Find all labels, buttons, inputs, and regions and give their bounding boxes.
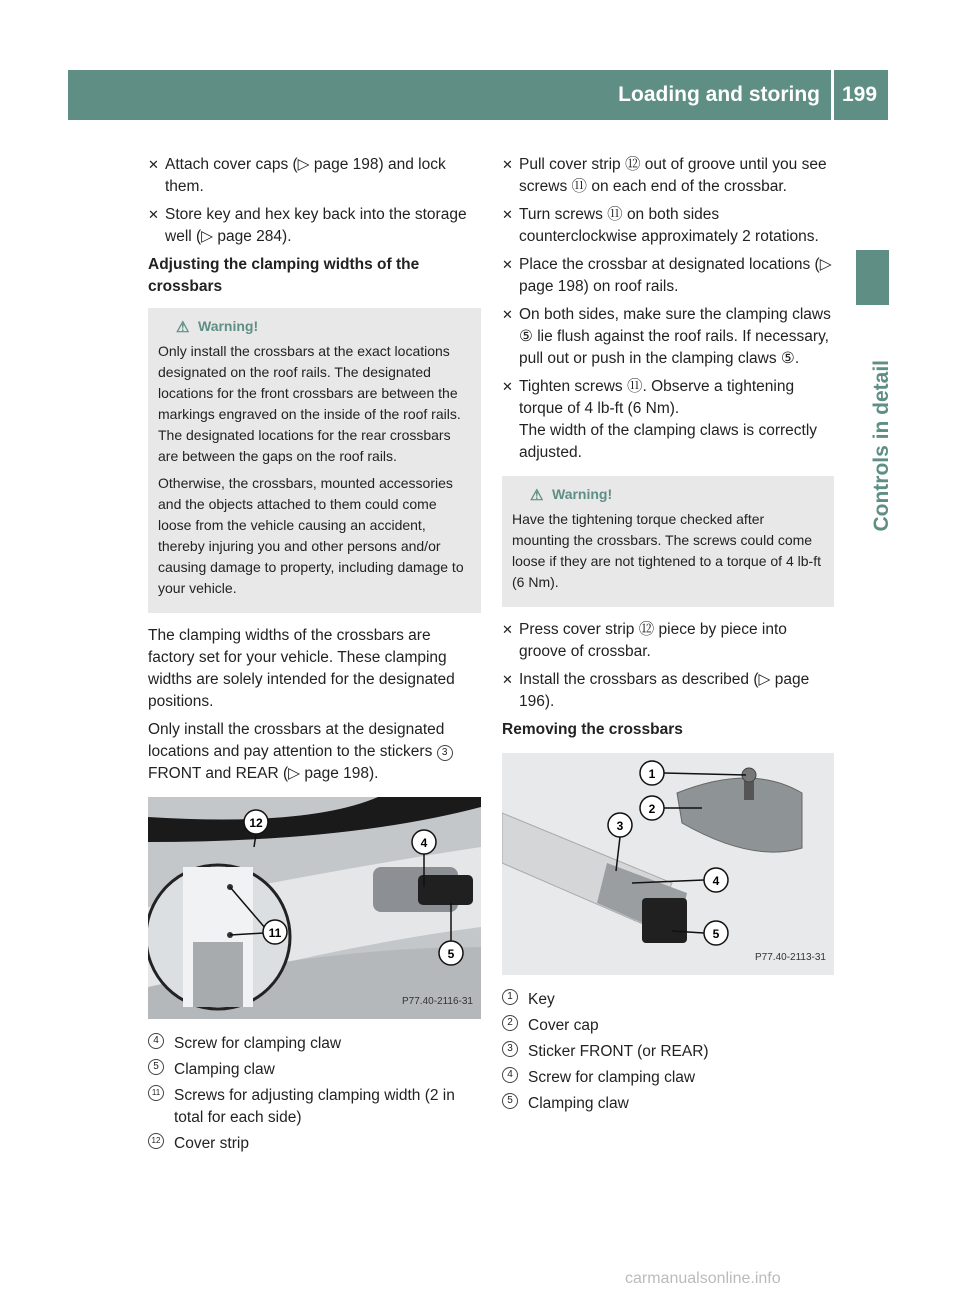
warning-title: ⚠ Warning! (530, 486, 613, 504)
callout-number: 3 (437, 745, 453, 761)
legend-item: 5 Clamping claw (502, 1093, 834, 1115)
callout-number: 1 (502, 989, 518, 1005)
step-arrow-icon: ✕ (502, 207, 513, 222)
legend-item: 3 Sticker FRONT (or REAR) (502, 1041, 834, 1063)
warning-box (148, 308, 481, 613)
step-arrow-icon: ✕ (502, 307, 513, 322)
removal-illustration (502, 753, 834, 975)
legend-item: 12 Cover strip (148, 1133, 481, 1155)
callout-number: 4 (148, 1033, 164, 1049)
warning-icon: ⚠ (530, 487, 544, 504)
legend-item: 2 Cover cap (502, 1015, 834, 1037)
warning-icon: ⚠ (176, 319, 190, 336)
warning-title: ⚠ Warning! (176, 318, 259, 336)
warning-text: Have the tightening torque checked after mounting the crossbars. The screws could come loose if they are not tightened to a torque of 4 lb-ft (6 Nm). (512, 511, 821, 590)
svg-text:2: 2 (648, 802, 656, 816)
step-item: ✕ Press cover strip ⑫ piece by piece into groove of crossbar. (502, 621, 787, 660)
step-item: ✕ Install the crossbars as described (▷ page 196). (502, 671, 810, 710)
paragraph: Only install the crossbars at the designated locations and pay attention to the stickers 3 FRONT and REAR (▷ page 198). (148, 719, 481, 785)
warning-text: Otherwise, the crossbars, mounted accessories and the objects attached to them could come loose from the vehicle causing an accident, thereby injuring you and other persons and/or causing damage to property, including damage to your vehicle. (158, 475, 464, 596)
warning-box (502, 476, 834, 607)
removal-figure (502, 753, 834, 975)
callout-number: 5 (502, 1093, 518, 1109)
step-item: ✕ On both sides, make sure the clamping claws ⑤ lie flush against the roof rails. If necessary, pull out or push in the clamping claws ⑤. (502, 306, 831, 367)
step-arrow-icon: ✕ (502, 257, 513, 272)
watermark: carmanualsonline.info (625, 1270, 781, 1287)
step-arrow-icon: ✕ (502, 379, 513, 394)
svg-text:12: 12 (249, 816, 263, 830)
legend-item: 5 Clamping claw (148, 1059, 481, 1081)
section-heading: Removing the crossbars (502, 721, 683, 738)
right-column (502, 154, 834, 1119)
step-arrow-icon: ✕ (502, 672, 513, 687)
figure-code: P77.40-2113-31 (755, 952, 826, 963)
svg-text:1: 1 (648, 767, 656, 781)
svg-text:5: 5 (712, 927, 720, 941)
callout-number: 4 (502, 1067, 518, 1083)
side-tab-label: Controls in detail (870, 360, 893, 532)
warning-text: Only install the crossbars at the exact locations designated on the roof rails. The designated locations for the front crossbars are between the markings engraved on the inside of the roof rails. The designated locations for the rear crossbars are between the gaps on the roof rails. (158, 343, 461, 464)
step-item: ✕ Store key and hex key back into the storage well (▷ page 284). (148, 206, 467, 245)
step-item: ✕ Pull cover strip ⑫ out of groove until you see screws ⑪ on each end of the crossbar. (502, 156, 827, 195)
step-item: ✕ Turn screws ⑪ on both sides counterclockwise approximately 2 rotations. (502, 206, 819, 245)
step-item: ✕ Tighten screws ⑪. Observe a tightening torque of 4 lb-ft (6 Nm). The width of the clamping claws is correctly adjusted. (502, 378, 818, 461)
svg-text:11: 11 (268, 926, 282, 940)
svg-text:4: 4 (420, 836, 428, 850)
section-title: Loading and storing (618, 83, 820, 106)
step-item: ✕ Place the crossbar at designated locations (▷ page 198) on roof rails. (502, 256, 832, 295)
svg-text:3: 3 (616, 819, 624, 833)
page-number: 199 (842, 83, 878, 106)
legend-item: 11 Screws for adjusting clamping width (2 in total for each side) (148, 1085, 481, 1129)
svg-text:4: 4 (712, 874, 720, 888)
step-arrow-icon: ✕ (502, 622, 513, 637)
left-column (148, 154, 481, 1159)
step-item: ✕ Attach cover caps (▷ page 198) and lock them. (148, 156, 446, 195)
callout-number: 3 (502, 1041, 518, 1057)
legend-item: 4 Screw for clamping claw (148, 1033, 481, 1055)
step-arrow-icon: ✕ (502, 157, 513, 172)
step-result: The width of the clamping claws is correctly adjusted. (519, 422, 818, 461)
callout-number: 5 (148, 1059, 164, 1075)
paragraph: The clamping widths of the crossbars are factory set for your vehicle. These clamping widths are solely intended for the designated positions. (148, 627, 455, 710)
callout-number: 11 (148, 1085, 164, 1101)
svg-text:5: 5 (447, 947, 455, 961)
clamping-illustration (148, 797, 481, 1019)
section-heading: Adjusting the clamping widths of the crossbars (148, 256, 420, 295)
side-tab-marker (856, 250, 889, 305)
figure-code: P77.40-2116-31 (402, 996, 473, 1007)
callout-number: 2 (502, 1015, 518, 1031)
header-separator (831, 70, 834, 120)
step-arrow-icon: ✕ (148, 157, 159, 172)
legend-item: 1 Key (502, 989, 834, 1011)
callout-number: 12 (148, 1133, 164, 1149)
clamping-figure (148, 797, 481, 1019)
legend-item: 4 Screw for clamping claw (502, 1067, 834, 1089)
step-arrow-icon: ✕ (148, 207, 159, 222)
